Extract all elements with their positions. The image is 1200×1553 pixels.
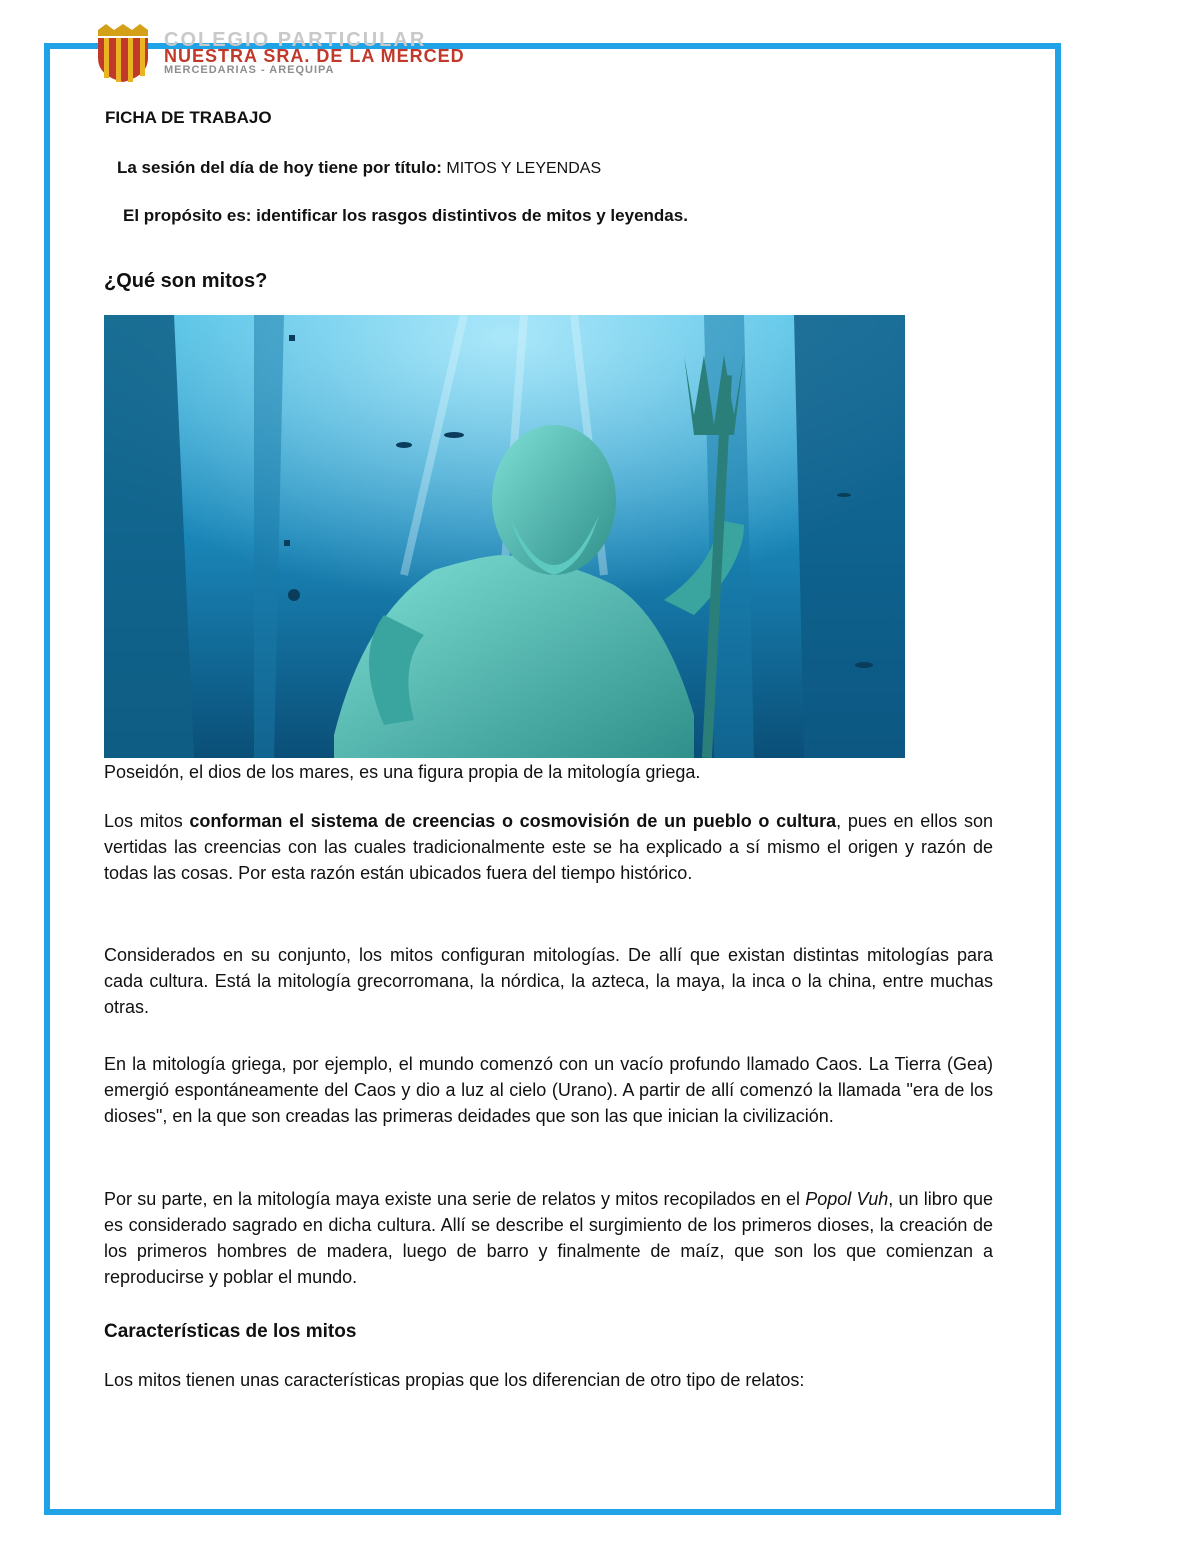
paragraph-4: [104, 1186, 993, 1290]
paragraph-1-start: Los mitos: [104, 811, 190, 831]
paragraph-1-bold: conforman el sistema de creencias o cosmovisión de un pueblo o cultura: [189, 811, 837, 831]
session-line: [117, 158, 601, 178]
school-name: NUESTRA SRA. DE LA MERCED: [164, 46, 465, 66]
image-caption: Poseidón, el dios de los mares, es una figura propia de la mitología griega.: [104, 762, 701, 782]
paragraph-2: Considerados en su conjunto, los mitos configuran mitologías. De allí que existan distintas mitologías para cada cultura. Está la mitología grecorromana, la nórdica, la azteca, la maya, la inca o la china, entre muchas otras.: [104, 945, 993, 1017]
paragraph-1: [104, 808, 993, 886]
paragraph-4-end: , un libro que es considerado sagrado en dicha cultura. Allí se describe el surgimiento de los primeros dioses, la creación de los primeros hombres de madera, luego de barro y finalmente de maíz, que son los que comienzan a reproducirse y poblar el mundo.: [104, 1189, 994, 1287]
school-logo: [92, 24, 512, 84]
purpose-line: El propósito es: identificar los rasgos distintivos de mitos y leyendas.: [123, 206, 688, 225]
paragraph-4-italic: Popol Vuh: [805, 1189, 889, 1209]
session-label: La sesión del día de hoy tiene por título:: [117, 158, 442, 177]
school-top-line: COLEGIO PARTICULAR: [164, 29, 427, 51]
paragraph-4-start: Por su parte, en la mitología maya existe una serie de relatos y mitos recopilados en el: [104, 1189, 806, 1209]
closing-line: Los mitos tienen unas características propias que los diferencian de otro tipo de relatos:: [104, 1370, 805, 1390]
heading-que-son-mitos: ¿Qué son mitos?: [104, 270, 268, 292]
session-value: MITOS Y LEYENDAS: [441, 160, 602, 177]
document-title: FICHA DE TRABAJO: [105, 108, 272, 127]
school-crest-icon: [92, 24, 154, 82]
paragraph-1-end: , pues en ellos son vertidas las creencias con las cuales tradicionalmente este se ha explicado a sí mismo el origen y razón de todas las cosas. Por esta razón están ubicados fuera del tiempo histórico.: [104, 811, 993, 883]
heading-caracteristicas: Características de los mitos: [104, 1321, 357, 1342]
school-city: MERCEDARIAS - AREQUIPA: [164, 64, 335, 76]
paragraph-3: En la mitología griega, por ejemplo, el mundo comenzó con un vacío profundo llamado Caos. La Tierra (Gea) emergió espontáneamente del Caos y dio a luz al cielo (Urano). A partir de allí comenzó la llamada "era de los dioses", en la que son creadas las primeras deidades que son las que inician la civilización.: [104, 1054, 993, 1126]
poseidon-statue-image: [104, 315, 905, 758]
